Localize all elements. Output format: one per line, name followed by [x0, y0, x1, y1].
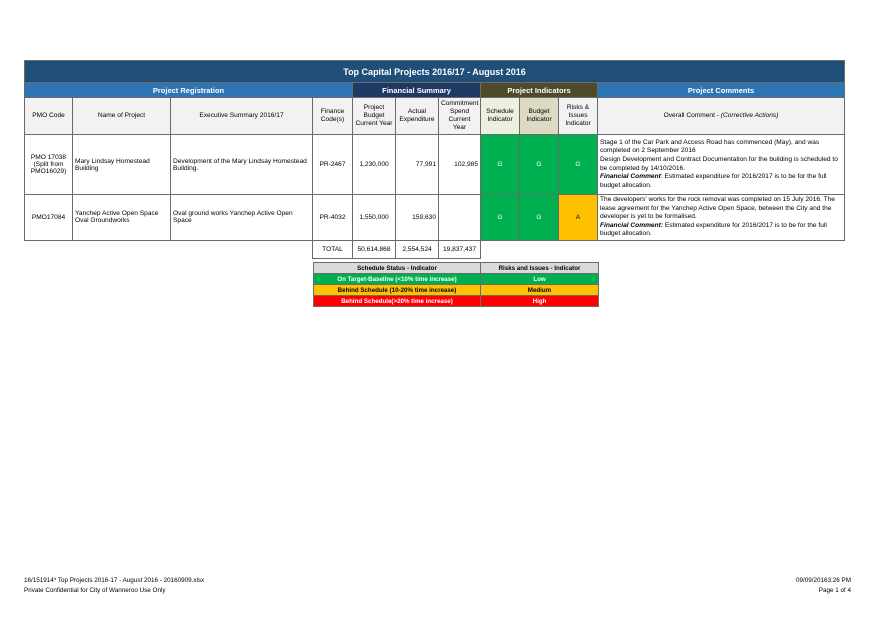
footer-right	[796, 576, 851, 595]
col-header-name: Name of Project	[73, 98, 171, 135]
pmo-code: PMO 17038 (Split from PMO16029)	[25, 135, 73, 195]
legend-schedule-high: Behind Schedule(>20% time increase)	[314, 296, 481, 307]
risks-indicator: A	[559, 195, 598, 241]
indicator-legend	[313, 262, 599, 307]
project-budget: 1,550,000	[353, 195, 396, 241]
total-label: TOTAL	[313, 240, 353, 258]
legend-risk-high: High	[481, 296, 599, 307]
comment-header-text: Overall Comment -	[663, 111, 721, 119]
comment-line: Stage 1 of the Car Park and Access Road has commenced (May), and was completed on 2 September 2016	[600, 138, 820, 155]
projects-table	[24, 60, 845, 259]
budget-indicator: G	[520, 195, 559, 241]
financial-comment-label: Financial Comment:	[600, 221, 664, 229]
financial-comment	[600, 173, 842, 190]
legend-schedule-medium: Behind Schedule (10-20% time increase)	[314, 285, 481, 296]
legend-risks-header: Risks and Issues - Indicator	[481, 263, 599, 274]
schedule-indicator: G	[481, 195, 520, 241]
total-commitment: 19,837,437	[439, 240, 481, 258]
pmo-code: PMO17084	[25, 195, 73, 241]
commitment-spend	[439, 195, 481, 241]
report-title: Top Capital Projects 2016/17 - August 2016	[25, 61, 845, 83]
total-budget: 50,614,868	[353, 240, 396, 258]
legend-schedule-header: Schedule Status - Indicator	[314, 263, 481, 274]
footer-page-number: Page 1 of 4	[818, 586, 851, 594]
col-header-actual: Actual Expenditure	[396, 98, 439, 135]
footer-file-name: 16/151914* Top Projects 2016-17 - August 2016 - 20160909.xlsx	[24, 577, 205, 584]
overall-comment	[598, 195, 845, 241]
risks-indicator: G	[559, 135, 598, 195]
legend-risk-medium: Medium	[481, 285, 599, 296]
col-header-commitment: Commitment Spend Current Year	[439, 98, 481, 135]
legend-risk-low: Low	[481, 274, 599, 285]
total-row	[25, 240, 845, 258]
legend-schedule-low: On Target-Baseline (<10% time increase)	[314, 274, 481, 285]
col-header-budget: Project Budget Current Year	[353, 98, 396, 135]
project-budget: 1,230,000	[353, 135, 396, 195]
footer-confidential: Private Confidential for City of Wanneroo Use Only	[24, 586, 166, 594]
comment-header-italic: (Corrective Actions)	[720, 111, 779, 119]
col-header-pmo-code: PMO Code	[25, 98, 73, 135]
group-project-registration: Project Registration	[25, 83, 353, 98]
table-row	[25, 135, 845, 195]
schedule-indicator: G	[481, 135, 520, 195]
total-actual: 2,554,524	[396, 240, 439, 258]
finance-code: PR-4032	[313, 195, 353, 241]
col-header-comment	[598, 98, 845, 135]
comment-line: The developers' works for the rock removal was completed on 15 July 2016. The lease agreement for the Yanchep Active Open Space, between the City and the developer is yet to be formalised.	[600, 196, 835, 221]
col-header-budget-indicator: Budget Indicator	[520, 98, 559, 135]
budget-indicator: G	[520, 135, 559, 195]
col-header-schedule: Schedule Indicator	[481, 98, 520, 135]
financial-comment-label: Financial Comment	[600, 173, 661, 181]
actual-expenditure: 159,630	[396, 195, 439, 241]
overall-comment	[598, 135, 845, 195]
commitment-spend: 102,985	[439, 135, 481, 195]
project-name: Yanchep Active Open Space Oval Groundworks	[73, 195, 171, 241]
footer-left	[24, 576, 204, 595]
comment-line: Design Development and Contract Documentation for the building is scheduled to be completed by 14/10/2016.	[600, 155, 838, 172]
actual-expenditure: 77,991	[396, 135, 439, 195]
finance-code: PR-2467	[313, 135, 353, 195]
col-header-finance-code: Finance Code(s)	[313, 98, 353, 135]
col-header-summary: Executive Summary 2016/17	[171, 98, 313, 135]
footer-datetime: 09/09/20163:26 PM	[796, 577, 851, 584]
group-project-comments: Project Comments	[598, 83, 845, 98]
report	[24, 60, 844, 259]
project-name: Mary Lindsay Homestead Building	[73, 135, 171, 195]
financial-comment-text: Estimated expenditure for 2016/2017 is to be for the full budget allocation.	[600, 221, 827, 238]
table-row	[25, 195, 845, 241]
group-project-indicators: Project Indicators	[481, 83, 598, 98]
financial-comment	[600, 222, 842, 239]
executive-summary: Development of the Mary Lindsay Homestead Building.	[171, 135, 313, 195]
executive-summary: Oval ground works Yanchep Active Open Space	[171, 195, 313, 241]
financial-comment-text: : Estimated expenditure for 2016/2017 is to be for the full budget allocation.	[600, 173, 827, 189]
col-header-risks: Risks & Issues Indicator	[559, 98, 598, 135]
group-financial-summary: Financial Summary	[353, 83, 481, 98]
